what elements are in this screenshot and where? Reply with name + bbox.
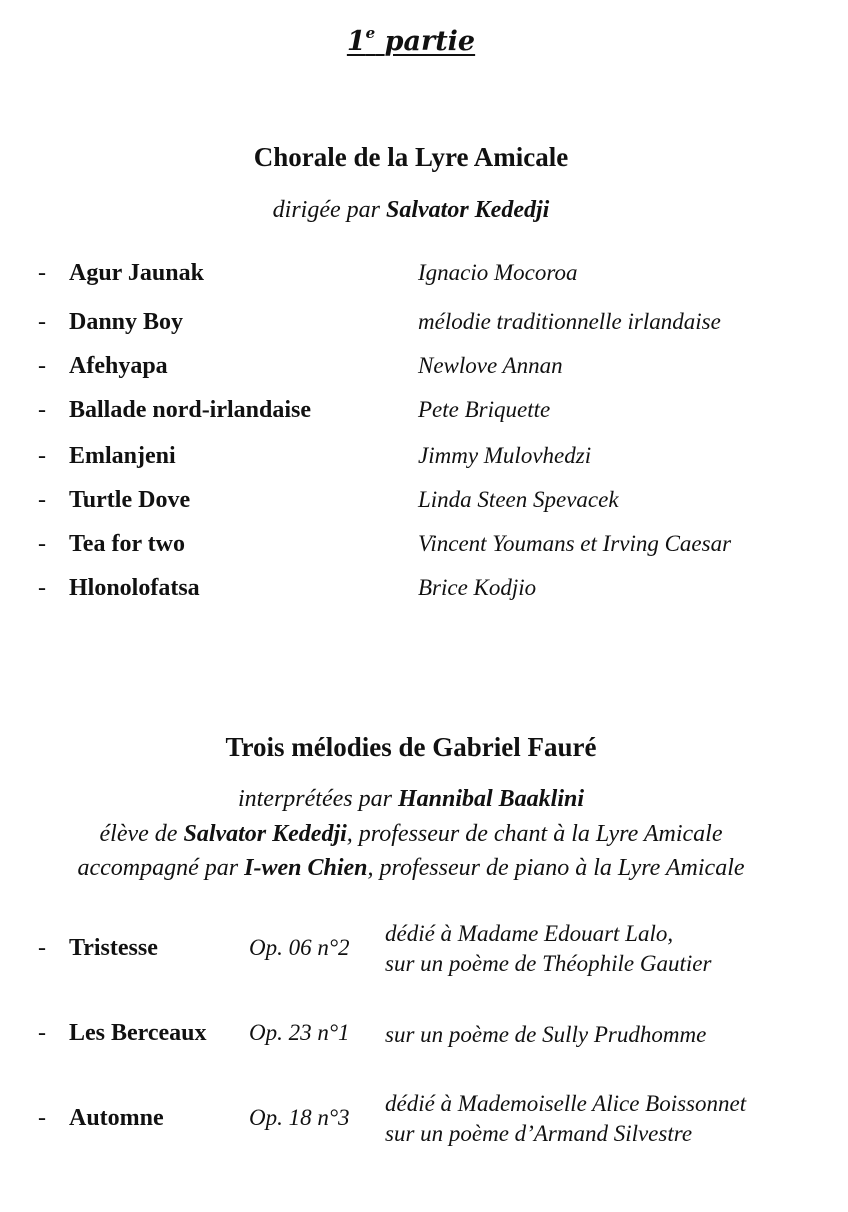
- piece-composer: Brice Kodjio: [418, 575, 537, 600]
- list-bullet: -: [38, 353, 46, 379]
- piece-opus: Op. 06 n°2: [249, 935, 350, 960]
- piece-title: Ballade nord-irlandaise: [69, 397, 312, 423]
- list-item: [0, 575, 848, 611]
- piece-composer: Vincent Youmans et Irving Caesar: [418, 531, 732, 556]
- list-item: [0, 531, 848, 567]
- list-bullet: -: [38, 531, 46, 557]
- list-bullet: -: [38, 1105, 46, 1131]
- part-word: partie: [384, 26, 476, 57]
- part-number: 1: [346, 26, 366, 57]
- piece-description-line: dédié à Madame Edouart Lalo,: [385, 921, 674, 946]
- list-bullet: -: [38, 1020, 46, 1046]
- list-bullet: -: [38, 443, 46, 469]
- piece-description-line: sur un poème de Théophile Gautier: [385, 951, 712, 976]
- piece-title: Les Berceaux: [69, 1020, 207, 1046]
- piece-opus: Op. 23 n°1: [249, 1020, 350, 1045]
- piece-composer: mélodie traditionnelle irlandaise: [418, 309, 721, 334]
- piece-composer: Newlove Annan: [418, 353, 563, 378]
- part-title-text: [347, 26, 475, 57]
- list-item: [0, 921, 848, 995]
- piece-description: [385, 919, 711, 979]
- part-title: [0, 26, 822, 57]
- piece-composer: Linda Steen Spevacek: [418, 487, 619, 512]
- directed-prefix: dirigée par: [272, 197, 380, 223]
- list-item: [0, 309, 848, 345]
- list-item: [0, 397, 848, 433]
- chorale-director-line: [0, 197, 822, 224]
- pianist-prefix: accompagné par: [77, 855, 239, 881]
- part-number-superscript: e: [365, 24, 376, 42]
- teacher-line: [0, 821, 822, 848]
- piece-title: Afehyapa: [69, 353, 168, 379]
- list-bullet: -: [38, 309, 46, 335]
- list-bullet: -: [38, 575, 46, 601]
- teacher-prefix: élève de: [99, 821, 178, 847]
- piece-description-line: sur un poème d’Armand Silvestre: [385, 1121, 693, 1146]
- pianist-name: I-wen Chien: [244, 855, 368, 881]
- list-bullet: -: [38, 935, 46, 961]
- piece-title: Turtle Dove: [69, 487, 191, 513]
- list-item: [0, 353, 848, 389]
- piece-opus: Op. 18 n°3: [249, 1105, 350, 1130]
- piece-title: Agur Jaunak: [69, 260, 204, 286]
- piece-description-line: dédié à Mademoiselle Alice Boissonnet: [385, 1091, 747, 1116]
- teacher-name: Salvator Kededji: [183, 821, 347, 847]
- list-item: [0, 1091, 848, 1165]
- performer-name: Hannibal Baaklini: [397, 786, 585, 812]
- performer-line: [0, 786, 822, 813]
- performer-prefix: interprétées par: [237, 786, 392, 812]
- piece-title: Tristesse: [69, 935, 158, 961]
- list-bullet: -: [38, 397, 46, 423]
- piece-title: Tea for two: [69, 531, 185, 557]
- list-item: [0, 487, 848, 523]
- piece-description: [385, 1020, 706, 1050]
- piece-composer: Jimmy Mulovhedzi: [418, 443, 592, 468]
- piece-composer: Pete Briquette: [418, 397, 551, 422]
- list-item: [0, 443, 848, 479]
- piece-description-line: sur un poème de Sully Prudhomme: [385, 1022, 707, 1047]
- chorale-title: Chorale de la Lyre Amicale: [253, 142, 569, 172]
- director-name: Salvator Kededji: [386, 197, 550, 223]
- pianist-line: [0, 855, 822, 882]
- piece-composer: Ignacio Mocoroa: [418, 260, 578, 285]
- list-item: [0, 260, 848, 296]
- list-item: [0, 1020, 848, 1056]
- faure-title: Trois mélodies de Gabriel Fauré: [225, 732, 597, 762]
- piece-title: Danny Boy: [69, 309, 184, 335]
- list-bullet: -: [38, 260, 46, 286]
- teacher-suffix: , professeur de chant à la Lyre Amicale: [346, 821, 723, 847]
- pianist-suffix: , professeur de piano à la Lyre Amicale: [367, 855, 745, 881]
- piece-title: Hlonolofatsa: [69, 575, 200, 601]
- piece-description: [385, 1089, 746, 1149]
- list-bullet: -: [38, 487, 46, 513]
- piece-title: Automne: [69, 1105, 164, 1131]
- piece-title: Emlanjeni: [69, 443, 176, 469]
